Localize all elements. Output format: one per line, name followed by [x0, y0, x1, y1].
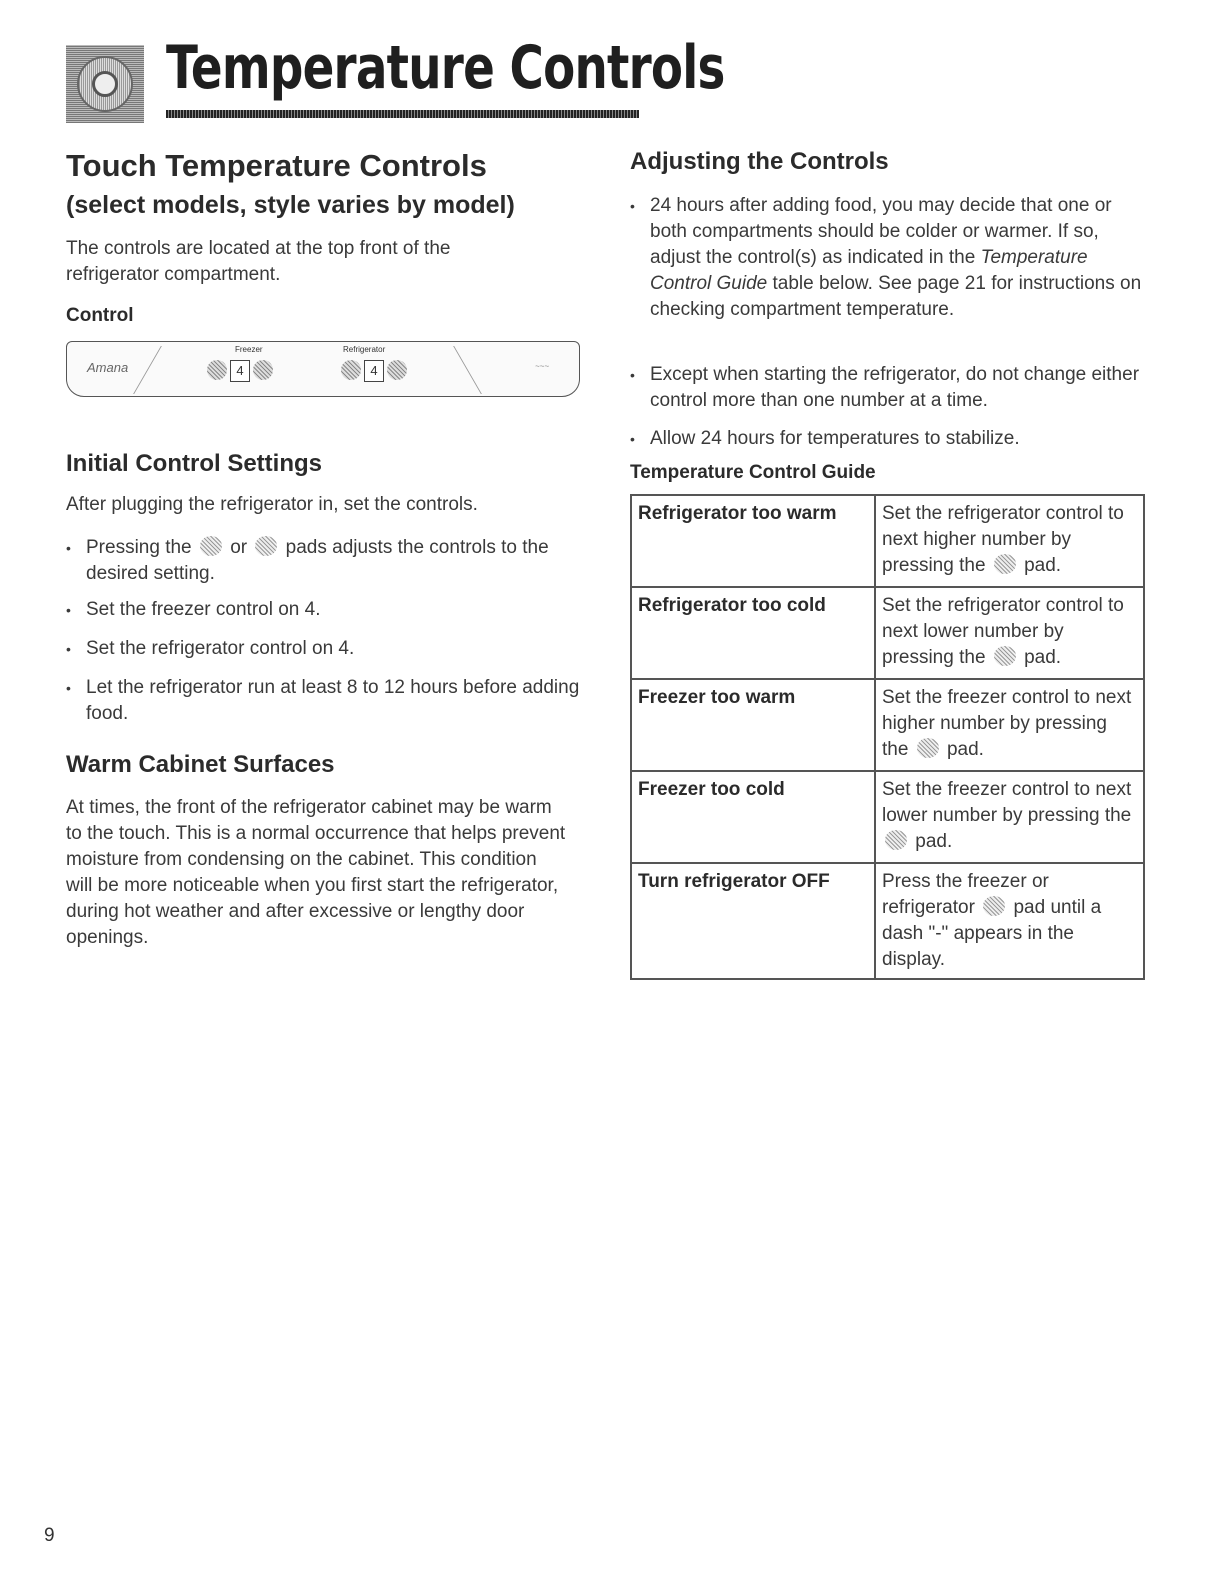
freezer-warmer-pad-icon [253, 360, 273, 380]
colder-pad-icon [200, 536, 222, 556]
warm-surfaces-text: At times, the front of the refrigerator cabinet may be warm to the touch. This is a normal occurrence that helps prevent moisture from condensing on the cabinet. This condition will be more noticeable when you first start the refrigerator, during hot weather and after excessive or lengthy door openings. [66, 797, 566, 948]
condition-cell: Freezer too cold [631, 771, 875, 863]
condition-cell: Turn refrigerator OFF [631, 863, 875, 979]
list-item: • Except when starting the refrigerator, do not change either control more than one number at a time. [630, 362, 1145, 414]
action-cell: Set the freezer control to next lower number by pressing the pad. [875, 771, 1144, 863]
colder-pad-icon [994, 646, 1016, 666]
action-cell: Set the refrigerator control to next higher number by pressing the pad. [875, 495, 1144, 587]
warmer-pad-icon [917, 738, 939, 758]
temperature-control-guide-table [630, 494, 1145, 980]
warmer-pad-icon [255, 536, 277, 556]
control-label: Control [66, 305, 134, 326]
table-row [631, 679, 1144, 771]
page-title: Temperature Controls [166, 33, 725, 103]
condition-cell: Freezer too warm [631, 679, 875, 771]
list-item: • 24 hours after adding food, you may decide that one or both compartments should be colder or warmer. If so, adjust the control(s) as indicated in the Temperature Control Guide table below. See page 21 for instructions on checking compartment temperature. [630, 193, 1145, 323]
refrigerator-colder-pad-icon [341, 360, 361, 380]
adjusting-heading: Adjusting the Controls [630, 148, 889, 175]
list-item: • Set the freezer control on 4. [66, 597, 586, 623]
table-row [631, 863, 1144, 979]
table-row [631, 495, 1144, 587]
title-underline [166, 110, 639, 118]
list-item: • Set the refrigerator control on 4. [66, 636, 586, 662]
freezer-colder-pad-icon [207, 360, 227, 380]
list-item: • Allow 24 hours for temperatures to stabilize. [630, 426, 1145, 452]
table-row [631, 771, 1144, 863]
brand-logo: Amana [87, 360, 129, 375]
table-row [631, 587, 1144, 679]
freezer-display: 4 [230, 360, 250, 382]
controls-location-text: The controls are located at the top front of the refrigerator compartment. [66, 238, 451, 285]
action-cell: Set the freezer control to next higher number by pressing the pad. [875, 679, 1144, 771]
panel-divider [453, 346, 522, 394]
guide-label: Temperature Control Guide [630, 462, 876, 483]
action-cell: Set the refrigerator control to next lower number by pressing the pad. [875, 587, 1144, 679]
warm-surfaces-heading: Warm Cabinet Surfaces [66, 751, 335, 778]
refrigerator-warmer-pad-icon [387, 360, 407, 380]
thermostat-dial-icon [66, 45, 144, 123]
condition-cell: Refrigerator too cold [631, 587, 875, 679]
condition-cell: Refrigerator too warm [631, 495, 875, 587]
initial-settings-intro: After plugging the refrigerator in, set the controls. [66, 494, 478, 515]
refrigerator-display: 4 [364, 360, 384, 382]
control-panel-illustration [66, 341, 580, 397]
touch-controls-subheading: (select models, style varies by model) [66, 191, 515, 219]
panel-divider [133, 346, 202, 394]
freezer-label: Freezer [235, 345, 263, 354]
warmer-pad-icon [994, 554, 1016, 574]
initial-settings-heading: Initial Control Settings [66, 450, 322, 477]
colder-pad-icon [885, 830, 907, 850]
guide-reference: Temperature Control Guide [650, 247, 1088, 294]
refrigerator-label: Refrigerator [343, 345, 386, 354]
colder-pad-icon [983, 896, 1005, 916]
touch-controls-heading: Touch Temperature Controls [66, 148, 487, 183]
brand-mark: ~~~ [535, 362, 550, 371]
action-cell: Press the freezer or refrigerator pad until a dash "-" appears in the display. [875, 863, 1144, 979]
list-item: • Let the refrigerator run at least 8 to 12 hours before adding food. [66, 675, 586, 727]
page-number: 9 [44, 1525, 55, 1546]
list-item: • Pressing the or pads adjusts the controls to the desired setting. [66, 535, 586, 587]
